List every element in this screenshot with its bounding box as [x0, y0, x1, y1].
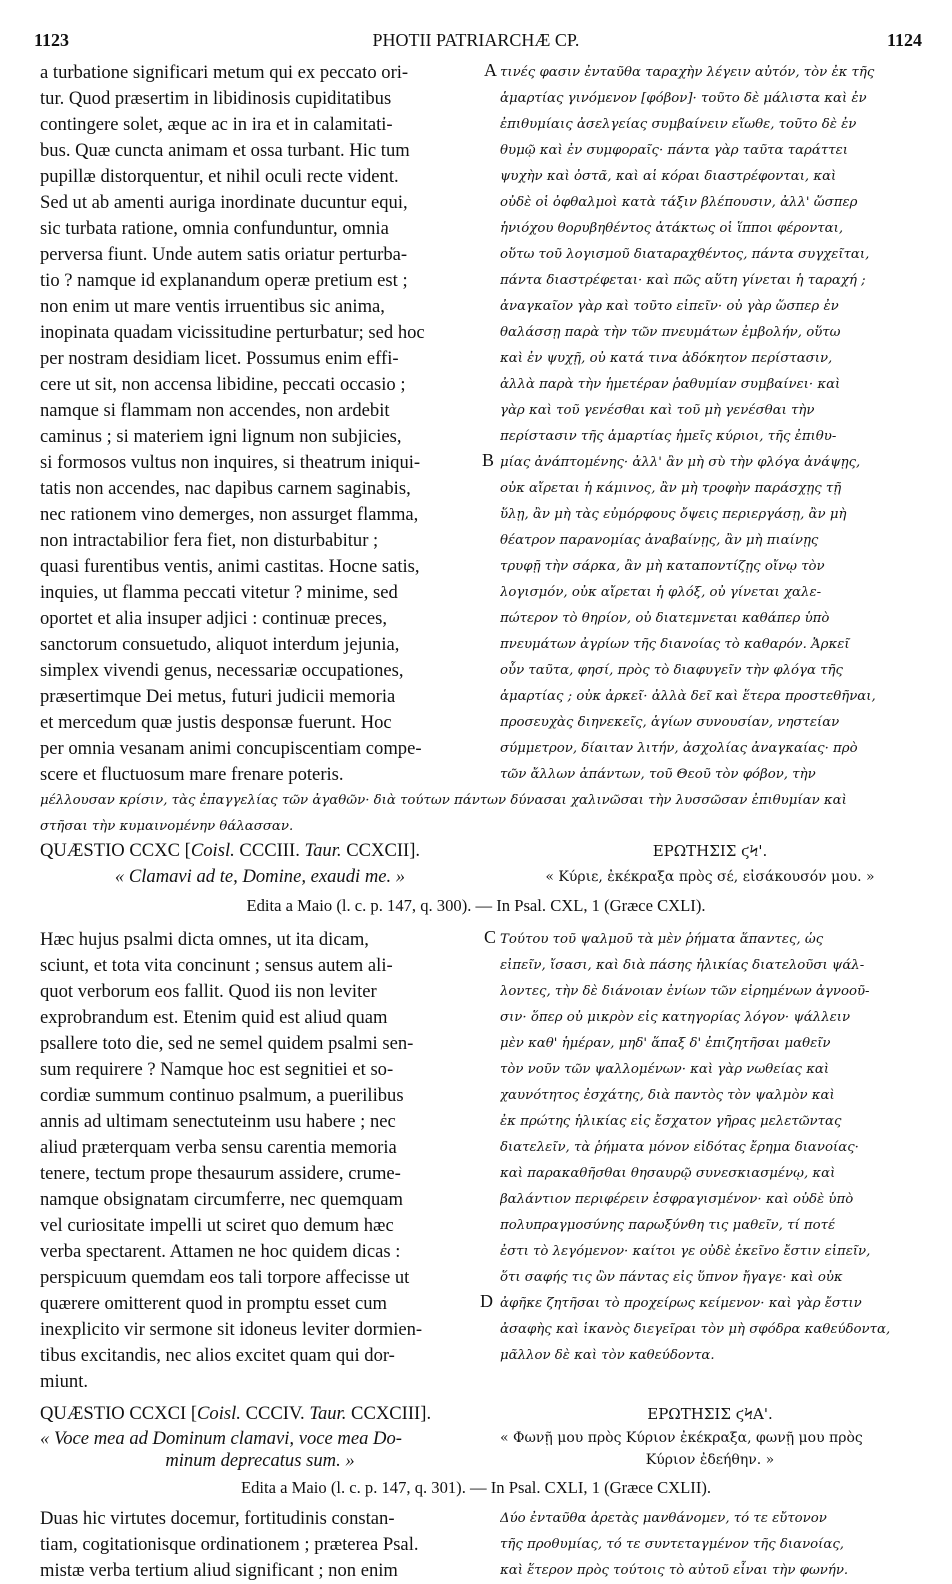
text-line: non intractabilior fera fiet, non disturbabitur ; [40, 530, 379, 551]
left-page-number: 1123 [34, 30, 70, 50]
q291-coisl: Coisl. [197, 1403, 241, 1424]
text-line: inquies, ut flamma peccati vitetur ? minime, sed [40, 582, 398, 603]
text-line: ἀναγκαῖον γὰρ καὶ τοῦτο εἰπεῖν· οὐ γὰρ ὥσπερ ἐν [500, 299, 839, 314]
text-line: οὖν ταῦτα, φησί, πρὸς τὸ διαφυγεῖν τὴν φλόγα τῆς [500, 663, 843, 678]
text-line: Hæc hujus psalmi dicta omnes, ut ita dicam, [40, 929, 369, 950]
q290-coisl: Coisl. [190, 840, 235, 861]
column-marker-c: C [484, 927, 497, 947]
text-line: προσευχὰς διηνεκεῖς, ἁγίων συνουσίαν, νηστείαν [500, 715, 840, 730]
text-line: inexplicito vir sermone sit idoneus leviter dormien- [40, 1319, 423, 1340]
column-marker-b: B [482, 450, 495, 470]
quaestio-291-subtitle-2: minum deprecatus sum. » [165, 1450, 355, 1471]
text-line: quasi furentibus ventis, animi castitas. Hocne satis, [40, 556, 420, 577]
greek-column-q290 [500, 927, 920, 1369]
text-line: a turbatione significari metum qui ex peccato ori- [40, 62, 409, 83]
text-line: aliud præterquam verba sensu carentia memoria [40, 1137, 397, 1158]
text-line: et mercedum quæ justis desponsæ fuerunt. Hoc [40, 712, 392, 733]
text-line: nec rationem vino demerges, non assurget flamma, [40, 504, 419, 525]
quaestio-290-title [40, 840, 420, 862]
text-line: οὐδὲ οἱ ὀφθαλμοὶ κατὰ τάξιν βλέπουσιν, ἀλλ' ὥσπερ [500, 195, 858, 210]
text-line: θυμῷ καὶ ἐν συμφοραῖς· πάντα γὰρ ταῦτα ταράττει [500, 143, 848, 158]
text-line: perversa fiunt. Unde autem satis oriatur perturba- [40, 244, 408, 265]
text-line: miunt. [40, 1371, 89, 1392]
text-line: λοντες, τὴν δὲ διάνοιαν ἐνίων τῶν εἰρημένων ἀγνοοῦ- [500, 984, 870, 999]
text-line: πνευμάτων ἀγρίων τῆς διανοίας τὸ καθαρόν. Ἀρκεῖ [500, 637, 850, 652]
text-line: quærere omitterent quod in promptu esset cum [40, 1293, 388, 1314]
text-line: λογισμόν, οὐκ αἴρεται ἡ φλόξ, οὐ γίνεται χαλε- [500, 585, 822, 600]
text-line: sciunt, et tota vita concinunt ; sensus autem ali- [40, 955, 393, 976]
text-line: cere ut sit, non accensa libidine, peccati occasio ; [40, 374, 406, 395]
edita-291: Edita a Maio (l. c. p. 147, q. 301). — In Psal. CXLI, 1 (Græce CXLII). [240, 1478, 712, 1497]
text-line: τῶν ἄλλων ἁπάντων, τοῦ Θεοῦ τὸν φόβον, τὴν [500, 767, 816, 782]
text-line: ἐκ πρώτης ἡλικίας εἰς ἔσχατον γῆρας μελετῶντας [500, 1114, 842, 1129]
text-line: per omnia vesanam animi concupiscentiam compe- [40, 738, 422, 759]
text-line: ἁμαρτίας γινόμενον [φόβον]· τοῦτο δὲ μάλιστα καὶ ἐν [500, 91, 867, 106]
text-line: cordiæ summum continuo psalmum, a puerilibus [40, 1085, 404, 1106]
q291-title-part: CCXCIII]. [346, 1403, 432, 1424]
column-marker-a: A [484, 60, 497, 80]
text-line: Duas hic virtutes docemur, fortitudinis constan- [40, 1508, 395, 1529]
text-line: annis ad ultimam senectuteinm usu habere ; nec [40, 1111, 396, 1132]
text-line: Τούτου τοῦ ψαλμοῦ τὰ μὲν ῥήματα ἅπαντες, ὡς [500, 932, 824, 947]
text-line: περίστασιν τῆς ἁμαρτίας ἡμεῖς κύριοι, τῆς ἐπιθυ- [500, 429, 837, 444]
text-line: σύμμετρον, δίαιταν λιτήν, ἀσχολίας ἀναγκαίας· πρὸ [500, 741, 858, 756]
greek-fullwidth-block1 [40, 788, 920, 840]
text-line: καὶ ἕτερον πρὸς τούτοις τὸ αὐτοῦ εἶναι τὴν φωνήν. [500, 1563, 849, 1578]
text-line: ἁμαρτίας ; οὐκ ἀρκεῖ· ἀλλὰ δεῖ καὶ ἕτερα προστεθῆναι, [500, 689, 876, 704]
text-line: Sed ut ab amenti auriga inordinate ducuntur equi, [40, 192, 408, 213]
text-line: καὶ παρακαθῆσθαι θησαυρῷ συνεσκιασμένῳ, καὶ [500, 1166, 836, 1181]
greek-column-q291 [500, 1506, 920, 1584]
text-line: sic turbata ratione, omnia confunduntur, omnia [40, 218, 389, 239]
text-line: ἀλλὰ παρὰ τὴν ἡμετέραν ῥαθυμίαν συμβαίνει· καὶ [500, 377, 841, 392]
text-line: tiam, cogitationisque ordinationem ; præterea Psal. [40, 1534, 419, 1555]
erotesis-290-subtitle: « Κύριε, ἐκέκραξα πρὸς σέ, εἰσάκουσόν μου. » [545, 869, 875, 885]
text-line: γὰρ καὶ τοῦ γενέσθαι καὶ τοῦ μὴ γενέσθαι τὴν [500, 403, 815, 418]
text-line: quot verborum eos fallit. Quod iis non leviter [40, 981, 377, 1002]
greek-column-block1 [500, 60, 920, 788]
text-line: μᾶλλον δὲ καὶ τὸν καθεύδοντα. [500, 1348, 715, 1363]
text-line: tio ? namque id explanandum operæ pretium est ; [40, 270, 408, 291]
text-line: pupillæ distorquentur, et nihil oculi recte vident. [40, 166, 399, 187]
text-line: Δύο ἐνταῦθα ἀρετὰς μανθάνομεν, τό τε εὔτονον [500, 1511, 827, 1526]
text-line: namque obsignatam circumferre, nec quemquam [40, 1189, 403, 1210]
text-line: ὕλῃ, ἂν μὴ τὰς εὐμόρφους ὄψεις περιεργάσῃ, ἂν μὴ [500, 507, 847, 522]
latin-column-q291 [40, 1506, 480, 1584]
text-line: πολυπραγμοσύνης παρωξύνθη τις μαθεῖν, τί ποτέ [500, 1218, 836, 1233]
q290-title-part: QUÆSTIO CCXC [ [40, 840, 191, 861]
text-line: ἐπιθυμίαις ἀσελγείας συμβαίνειν εἴωθε, τοῦτο δὲ ἐν [500, 117, 857, 132]
text-line: θαλάσσῃ παρὰ τὴν τῶν πνευμάτων ἐμβολήν, οὕτω [500, 325, 841, 340]
text-line: namque si flammam non accendes, non ardebit [40, 400, 390, 421]
text-line: sanctorum consuetudo, aliquot interdum jejunia, [40, 634, 400, 655]
text-line: exprobrandum est. Etenim quid est aliud quam [40, 1007, 388, 1028]
text-line: τὸν νοῦν τῶν ψαλλομένων· καὶ γὰρ νωθείας καὶ [500, 1062, 830, 1077]
text-line: mistæ verba tertium aliud significant ; non enim [40, 1560, 398, 1581]
right-page-number: 1124 [886, 30, 922, 50]
running-title: PHOTII PATRIARCHÆ CP. [372, 30, 580, 50]
text-line: ὅτι σαφής τις ὢν πάντας εἰς ὕπνον ἤγαγε· καὶ οὐκ [500, 1270, 843, 1285]
text-line: πώτερον τὸ θηρίον, οὐ διατεμνεται καθάπερ ὑπὸ [500, 611, 830, 626]
q291-taur: Taur. [309, 1403, 347, 1424]
quaestio-291-subtitle: « Voce mea ad Dominum clamavi, voce mea Do- [40, 1428, 402, 1449]
text-line: tatis non accendes, nac dapibus carnem saginabis, [40, 478, 411, 499]
text-line: simplex vivendi genus, necessariæ occupationes, [40, 660, 404, 681]
text-line: bus. Quæ cuncta animam et ossa turbant. Hic tum [40, 140, 410, 161]
text-line: oportet et alia insuper adjici : continuæ preces, [40, 608, 387, 629]
text-line: τρυφῇ τὴν σάρκα, ἂν μὴ καταποντίζῃς οἴνῳ τὸν [500, 559, 825, 574]
text-line: τῆς προθυμίας, τό τε συντεταγμένον τῆς διανοίας, [500, 1537, 845, 1552]
q291-title-part: QUÆSTIO CCXCI [ [40, 1403, 198, 1424]
text-line: tibus excitandis, nec alios excitet quam qui dor- [40, 1345, 395, 1366]
erotesis-290-title: ΕΡΩΤΗΣΙΣ ϛϞ'. [652, 842, 768, 860]
q290-title-part: CCXCII]. [341, 840, 421, 861]
text-line: στῆσαι τὴν κυμαινομένην θάλασσαν. [40, 819, 294, 834]
text-line: inopinata quadam vicissitudine perturbatur; sed hoc [40, 322, 425, 343]
text-line: vel curiositate impelli ut sciret quo demum hæc [40, 1215, 394, 1236]
text-line: διατελεῖν, τὰ ῥήματα μόνον εἰδότας ἔρημα διανοίας· [500, 1140, 859, 1155]
text-line: ἡνιόχου θορυβηθέντος ἀτάκτως οἱ ἵπποι φέρονται, [500, 221, 844, 236]
text-line: ψυχὴν καὶ ὀστᾶ, καὶ αἱ κόραι διαστρέφονται, καὶ [500, 169, 837, 184]
text-line: τινές φασιν ἐνταῦθα ταραχὴν λέγειν αὐτόν, τὸν ἐκ τῆς [500, 65, 875, 80]
erotesis-291-title: ΕΡΩΤΗΣΙΣ ϛϞΑ'. [647, 1405, 773, 1423]
text-line: si formosos vultus non inquires, si theatrum iniqui- [40, 452, 421, 473]
text-line: per nostram desidiam licet. Possumus enim effi- [40, 348, 399, 369]
text-line: caminus ; si materiem igni lignum non subjicies, [40, 426, 402, 447]
text-line: μέλλουσαν κρίσιν, τὰς ἐπαγγελίας τῶν ἀγαθῶν· διὰ τούτων πάντων δύνασαι χαλινῶσαι τὴν λυσσῶσαν ἐπιθυμίαν καὶ [40, 793, 847, 808]
text-line: πάντα διαστρέφεται· καὶ πῶς αὕτη γίνεται ἡ ταραχή ; [500, 273, 866, 288]
edita-290: Edita a Maio (l. c. p. 147, q. 300). — In Psal. CXL, 1 (Græce CXLI). [246, 896, 706, 915]
text-line: καὶ ἐν ψυχῇ, οὐ κατά τινα ἀδόκητον περίστασιν, [500, 351, 833, 366]
text-line: μὲν καθ' ἡμέραν, μηδ' ἅπαξ δ' ἐπιζητῆσαι μαθεῖν [500, 1036, 831, 1051]
text-line: οὕτω τοῦ λογισμοῦ διαταραχθέντος, πάντα συγχεῖται, [500, 247, 870, 262]
text-line: contingere solet, æque ac in ira et in calamitati- [40, 114, 393, 135]
text-line: sum requirere ? Namque hoc est segnitiei et so- [40, 1059, 394, 1080]
text-line: θέατρον παρανομίας ἀναβαίνῃς, ἂν μὴ πιαίνῃς [500, 533, 819, 548]
q290-taur: Taur. [304, 840, 342, 861]
text-line: tur. Quod præsertim in libidinosis cupiditatibus [40, 88, 392, 109]
text-line: ἀσαφὴς καὶ ἱκανὸς διεγεῖραι τὸν μὴ σφόδρα καθεύδοντα, [500, 1322, 891, 1337]
q290-title-part: CCCIII. [234, 840, 305, 861]
text-line: tenere, tectum prope thesaurum assidere, crume- [40, 1163, 401, 1184]
text-line: βαλάντιον περιφέρειν ἐσφραγισμένον· καὶ οὐδὲ ὑπὸ [500, 1192, 854, 1207]
latin-column-block1 [40, 60, 480, 788]
text-line: ἐστι τὸ λεγόμενον· καίτοι γε οὐδὲ ἐκεῖνο ἔστιν εἰπεῖν, [500, 1244, 871, 1259]
text-line: psallere toto die, sed ne semel quidem psalmi sen- [40, 1033, 414, 1054]
text-line: ἀφῆκε ζητῆσαι τὸ προχείρως κείμενον· καὶ γὰρ ἔστιν [500, 1296, 862, 1311]
text-line: scere et fluctuosum mare frenare poteris. [40, 764, 344, 785]
latin-column-q290 [40, 927, 480, 1395]
text-line: οὐκ αἴρεται ἡ κάμινος, ἂν μὴ τροφὴν παράσχῃς τῇ [500, 481, 842, 496]
erotesis-291-subtitle: « Φωνῇ μου πρὸς Κύριον ἐκέκραξα, φωνῇ μου πρὸς [500, 1430, 863, 1446]
text-line: μίας ἀνάπτομένης· ἀλλ' ἂν μὴ σὺ τὴν φλόγα ἀνάψῃς, [500, 455, 861, 470]
text-line: χαυνότητος ἐσχάτης, διὰ παντὸς τὸν ψαλμὸν καὶ [500, 1088, 835, 1103]
column-marker-d: D [480, 1291, 493, 1311]
text-line: præsertimque Dei metus, futuri judicii memoria [40, 686, 396, 707]
q291-title-part: CCCIV. [240, 1403, 310, 1424]
text-line: perspicuum quemdam eos tali torpore affecisse ut [40, 1267, 410, 1288]
text-line: σιν· ὅπερ οὐ μικρὸν εἰς κατηγορίας λόγον· ψάλλειν [500, 1010, 851, 1025]
text-line: εἰπεῖν, ἴσασι, καὶ διὰ πάσης ἡλικίας διατελοῦσι ψάλ- [500, 958, 865, 973]
quaestio-290-subtitle: « Clamavi ad te, Domine, exaudi me. » [114, 866, 406, 887]
quaestio-291-title [40, 1403, 431, 1425]
erotesis-291-subtitle-2: Κύριον ἐδεήθην. » [645, 1452, 775, 1468]
text-line: verba spectarent. Attamen ne hoc quidem dicas : [40, 1241, 401, 1262]
text-line: non enim ut mare ventis irruentibus sic anima, [40, 296, 385, 317]
